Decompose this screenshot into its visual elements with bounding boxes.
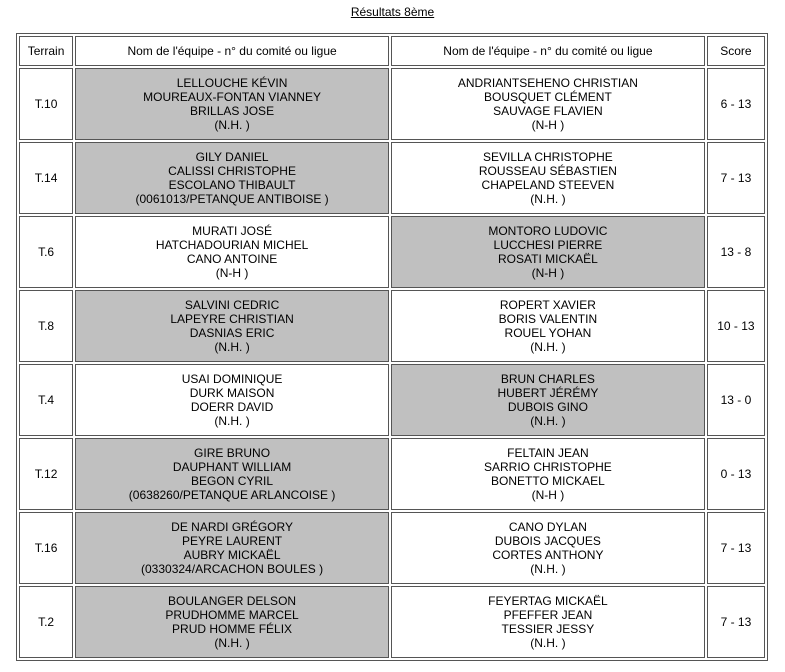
player-name: TESSIER JESSY [501,622,595,636]
player-name: DAUPHANT WILLIAM [172,460,292,474]
terrain-cell: T.12 [19,438,73,510]
team1-cell [75,438,389,510]
club-label: (N.H. ) [530,562,566,576]
player-name: USAI DOMINIQUE [181,372,283,386]
player-name: AUBRY MICKAËL [183,548,281,562]
player-name: CHAPELAND STEEVEN [481,178,615,192]
player-name: BRUN CHARLES [500,372,595,386]
player-name: PRUD HOMME FÉLIX [172,622,293,636]
player-name: FELTAIN JEAN [507,446,589,460]
header-team1: Nom de l'équipe - n° du comité ou ligue [75,36,389,66]
score-cell: 0 - 13 [707,438,765,510]
header-row [19,36,765,66]
match-row [19,438,765,510]
club-label: (N-H ) [531,118,565,132]
match-row [19,586,765,658]
header-terrain: Terrain [19,36,73,66]
team1-cell [75,586,389,658]
player-name: CANO DYLAN [508,520,587,534]
player-name: ROUEL YOHAN [504,326,592,340]
player-name: DUBOIS JACQUES [494,534,601,548]
club-label: (N.H. ) [530,192,566,206]
player-name: ROPERT XAVIER [499,298,596,312]
club-label: (N.H. ) [530,414,566,428]
club-label: (0638260/PETANQUE ARLANCOISE ) [128,488,336,502]
player-name: ROSATI MICKAËL [498,252,598,266]
team1-cell [75,290,389,362]
terrain-cell: T.4 [19,364,73,436]
team2-cell [391,364,705,436]
club-label: (0061013/PETANQUE ANTIBOISE ) [135,192,329,206]
player-name: BOULANGER DELSON [168,594,297,608]
team1-cell [75,68,389,140]
score-cell: 6 - 13 [707,68,765,140]
club-label: (N.H. ) [530,340,566,354]
club-label: (N.H. ) [214,414,250,428]
team2-cell [391,68,705,140]
club-label: (N.H. ) [214,340,250,354]
score-cell: 13 - 8 [707,216,765,288]
player-name: DASNIAS ERIC [189,326,275,340]
player-name: BEGON CYRIL [191,474,274,488]
player-name: FEYERTAG MICKAËL [488,594,608,608]
match-row [19,68,765,140]
player-name: SEVILLA CHRISTOPHE [482,150,613,164]
player-name: PEYRE LAURENT [182,534,283,548]
terrain-cell: T.6 [19,216,73,288]
player-name: BORIS VALENTIN [498,312,598,326]
team1-cell [75,364,389,436]
team1-cell [75,512,389,584]
player-name: DE NARDI GRÉGORY [171,520,293,534]
score-cell: 7 - 13 [707,512,765,584]
terrain-cell: T.10 [19,68,73,140]
player-name: BOUSQUET CLÉMENT [484,90,612,104]
page-title: Résultats 8ème [350,5,435,19]
player-name: ESCOLANO THIBAULT [168,178,296,192]
team1-cell [75,216,389,288]
player-name: DOERR DAVID [190,400,274,414]
score-cell: 10 - 13 [707,290,765,362]
player-name: BONETTO MICKAEL [491,474,605,488]
player-name: HATCHADOURIAN MICHEL [155,238,309,252]
player-name: LUCCHESI PIERRE [493,238,603,252]
header-score: Score [707,36,765,66]
club-label: (0330324/ARCACHON BOULES ) [141,562,324,576]
team2-cell [391,142,705,214]
club-label: (N.H. ) [214,636,250,650]
terrain-cell: T.14 [19,142,73,214]
score-cell: 13 - 0 [707,364,765,436]
player-name: HUBERT JÉRÉMY [497,386,599,400]
match-row [19,216,765,288]
player-name: MURATI JOSÉ [192,224,272,238]
player-name: SARRIO CHRISTOPHE [484,460,612,474]
player-name: CALISSI CHRISTOPHE [168,164,296,178]
match-row [19,290,765,362]
player-name: MONTORO LUDOVIC [488,224,608,238]
results-table [16,33,768,661]
player-name: GIRE BRUNO [194,446,271,460]
score-cell: 7 - 13 [707,586,765,658]
team2-cell [391,512,705,584]
team2-cell [391,438,705,510]
player-name: PRUDHOMME MARCEL [165,608,299,622]
player-name: DUBOIS GINO [507,400,588,414]
team2-cell [391,290,705,362]
player-name: BRILLAS JOSE [190,104,275,118]
player-name: ROUSSEAU SÉBASTIEN [478,164,617,178]
club-label: (N.H. ) [214,118,250,132]
player-name: MOUREAUX-FONTAN VIANNEY [143,90,321,104]
player-name: ANDRIANTSEHENO CHRISTIAN [457,76,638,90]
player-name: CORTES ANTHONY [492,548,604,562]
club-label: (N.H. ) [530,636,566,650]
team1-cell [75,142,389,214]
match-row [19,364,765,436]
terrain-cell: T.2 [19,586,73,658]
header-team2: Nom de l'équipe - n° du comité ou ligue [391,36,705,66]
player-name: LAPEYRE CHRISTIAN [170,312,294,326]
club-label: (N-H ) [215,266,249,280]
terrain-cell: T.16 [19,512,73,584]
player-name: SALVINI CEDRIC [184,298,280,312]
club-label: (N-H ) [531,488,565,502]
score-cell: 7 - 13 [707,142,765,214]
match-row [19,512,765,584]
team2-cell [391,216,705,288]
team2-cell [391,586,705,658]
player-name: SAUVAGE FLAVIEN [493,104,603,118]
club-label: (N-H ) [531,266,565,280]
match-list [19,68,765,658]
terrain-cell: T.8 [19,290,73,362]
player-name: CANO ANTOINE [186,252,278,266]
player-name: GILY DANIEL [195,150,269,164]
match-row [19,142,765,214]
player-name: DURK MAISON [189,386,275,400]
player-name: PFEFFER JEAN [503,608,593,622]
player-name: LELLOUCHE KÉVIN [176,76,288,90]
